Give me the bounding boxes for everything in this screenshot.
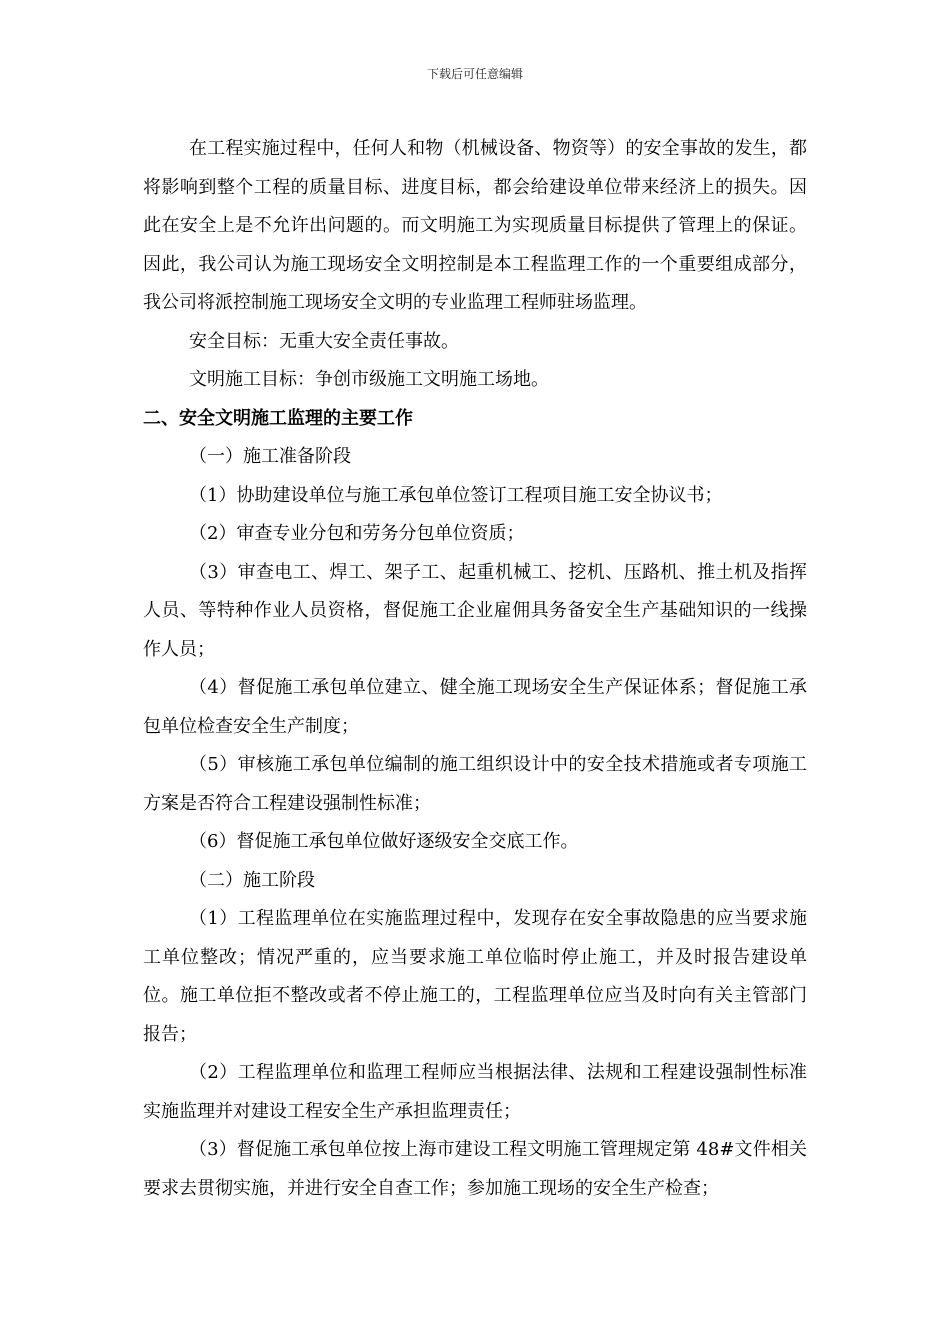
list-item-prep-4: （4）督促施工承包单位建立、健全施工现场安全生产保证体系；督促施工承包单位检查安全生产制度； [143, 677, 807, 737]
section-heading-main-work: 二、安全文明施工监理的主要工作 [143, 407, 413, 429]
paragraph-safety-goal: 安全目标：无重大安全责任事故。 [189, 330, 459, 352]
document-body [143, 130, 807, 1208]
list-item-construction-3: （3）督促施工承包单位按上海市建设工程文明施工管理规定第 48#文件相关要求去贯彻实施，并进行安全自查工作；参加施工现场的安全生产检查； [143, 1139, 807, 1199]
list-item-prep-2: （2）审查专业分包和劳务分包单位资质； [189, 523, 525, 544]
paragraph-safety-intro: 在工程实施过程中，任何人和物（机械设备、物资等）的安全事故的发生，都将影响到整个工程的质量目标、进度目标，都会给建设单位带来经济上的损失。因此在安全上是不允许出问题的。而文明施工为实现质量目标提供了管理上的保证。因此，我公司认为施工现场安全文明控制是本工程监理工作的一个重要组成部分，我公司将派控制施工现场安全文明的专业监理工程师驻场监理。 [143, 138, 807, 313]
subsection-preparation-stage: （一）施工准备阶段 [189, 446, 351, 467]
list-item-construction-2: （2）工程监理单位和监理工程师应当根据法律、法规和工程建设强制性标准实施监理并对建设工程安全生产承担监理责任； [143, 1062, 807, 1122]
list-item-prep-5: （5）审核施工承包单位编制的施工组织设计中的安全技术措施或者专项施工方案是否符合工程建设强制性标准； [143, 754, 807, 814]
list-item-construction-1: （1）工程监理单位在实施监理过程中，发现存在安全事故隐患的应当要求施工单位整改；情况严重的，应当要求施工单位临时停止施工，并及时报告建设单位。施工单位拒不整改或者不停止施工的，工程监理单位应当及时向有关主管部门报告； [143, 908, 807, 1045]
subsection-construction-stage: （二）施工阶段 [189, 869, 315, 891]
list-item-prep-1: （1）协助建设单位与施工承包单位签订工程项目施工安全协议书； [189, 484, 723, 506]
page-header: 下载后可任意编辑 [426, 67, 523, 81]
list-item-prep-3: （3）审查电工、焊工、架子工、起重机械工、挖机、压路机、推土机及指挥人员、等特种作业人员资格，督促施工企业雇佣具务备安全生产基础知识的一线操作人员； [143, 561, 807, 660]
list-item-prep-6: （6）督促施工承包单位做好逐级安全交底工作。 [189, 831, 579, 852]
paragraph-civilized-goal: 文明施工目标：争创市级施工文明施工场地。 [189, 369, 549, 390]
